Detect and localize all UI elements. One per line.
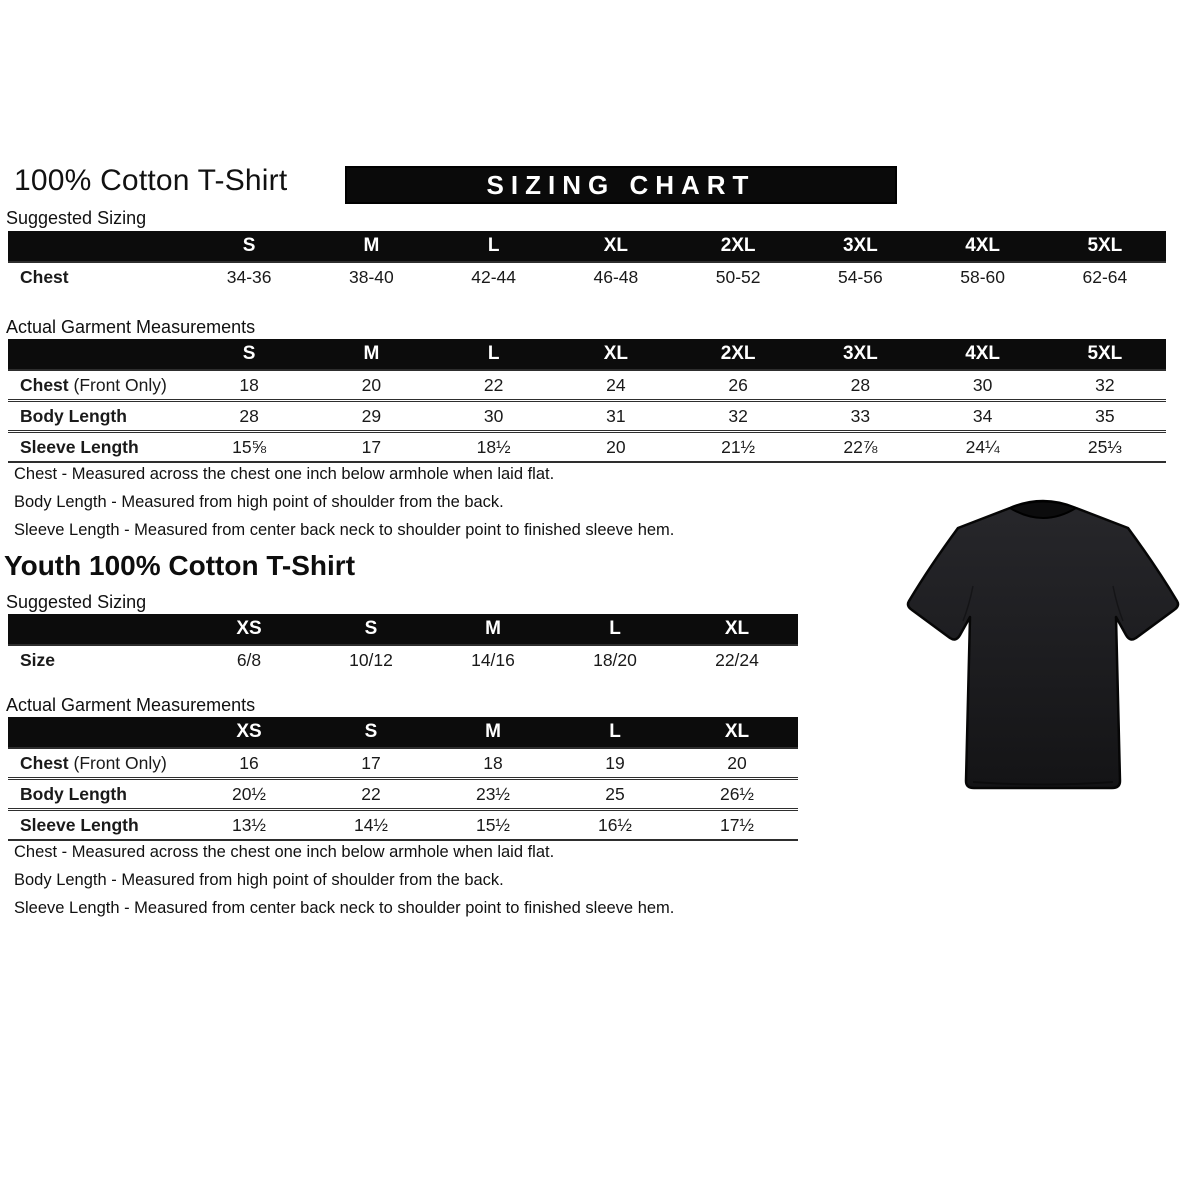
size-column-header: M (432, 614, 554, 645)
row-label: Chest (Front Only) (20, 752, 167, 773)
adult-actual-measurements-label: Actual Garment Measurements (6, 317, 256, 337)
youth-suggested-sizing-label: Suggested Sizing (6, 592, 147, 612)
size-value-cell: 16½ (597, 814, 633, 835)
size-column-header: S (188, 339, 310, 370)
size-column-header: 4XL (922, 339, 1044, 370)
measurement-note: Sleeve Length - Measured from center back neck to shoulder point to finished sleeve hem. (14, 899, 675, 917)
size-column-header: L (433, 231, 555, 262)
size-value-cell: 35 (1095, 405, 1115, 426)
size-value-cell: 38-40 (348, 266, 394, 287)
size-table-corner (8, 717, 188, 748)
adult-section-title: 100% Cotton T-Shirt (14, 164, 288, 197)
size-column-header: XL (555, 231, 677, 262)
size-column-header: M (310, 231, 432, 262)
size-value-cell: 28 (239, 405, 259, 426)
adult-measurement-notes (14, 460, 674, 544)
size-value-cell: 30 (972, 374, 993, 395)
row-label: Body Length (20, 405, 127, 426)
size-value-cell: 50-52 (715, 266, 761, 287)
size-column-header: L (433, 339, 555, 370)
size-value-cell: 20 (361, 374, 382, 395)
size-column-header: 5XL (1044, 339, 1166, 370)
size-column-header: S (188, 231, 310, 262)
youth-actual-header-row (8, 717, 798, 748)
size-table-corner (8, 231, 188, 262)
size-value-cell: 54-56 (837, 266, 883, 287)
size-value-cell: 26½ (719, 783, 755, 804)
size-value-cell: 32 (728, 405, 748, 426)
adult-suggested-sizing-label: Suggested Sizing (6, 208, 147, 228)
size-value-cell: 25 (605, 783, 625, 804)
row-label: Chest (20, 266, 69, 287)
size-value-cell: 16 (239, 752, 259, 773)
size-value-cell: 18 (483, 752, 503, 773)
size-column-header: 2XL (677, 339, 799, 370)
measurement-note: Body Length - Measured from high point of shoulder from the back. (14, 871, 504, 889)
size-value-cell: 29 (361, 405, 382, 426)
row-label: Chest (Front Only) (20, 374, 167, 395)
size-column-header: XS (188, 614, 310, 645)
size-value-cell: 20 (727, 752, 747, 773)
size-column-header: M (310, 339, 432, 370)
adult-actual-header-row (8, 339, 1166, 370)
size-value-cell: 20 (606, 436, 626, 457)
youth-actual-measurements-table (8, 717, 798, 841)
size-value-cell: 33 (850, 405, 871, 426)
youth-suggested-sizing-table (8, 614, 798, 674)
size-column-header: L (554, 717, 676, 748)
size-value-cell: 17 (361, 752, 381, 773)
size-value-cell: 24¼ (965, 436, 1000, 457)
table-row (8, 262, 1166, 291)
table-row (8, 645, 798, 674)
sizing-chart-banner (345, 166, 897, 204)
size-column-header: S (310, 614, 432, 645)
size-value-cell: 17 (361, 436, 382, 457)
adult-suggested-sizing-table (8, 231, 1166, 291)
size-column-header: XS (188, 717, 310, 748)
size-value-cell: 32 (1095, 374, 1115, 395)
size-table-corner (8, 339, 188, 370)
size-column-header: M (432, 717, 554, 748)
table-row (8, 810, 798, 841)
size-value-cell: 15⅝ (232, 436, 267, 457)
table-row (8, 401, 1166, 432)
sizing-chart-banner-text: SIZING CHART (486, 169, 756, 200)
size-value-cell: 17½ (719, 814, 755, 835)
row-label: Body Length (20, 783, 127, 804)
size-value-cell: 42-44 (471, 266, 516, 287)
youth-actual-measurements-label: Actual Garment Measurements (6, 695, 256, 715)
size-value-cell: 22/24 (715, 649, 759, 670)
size-value-cell: 22 (483, 374, 504, 395)
row-label: Sleeve Length (20, 814, 139, 835)
size-value-cell: 22⅞ (843, 436, 878, 457)
size-value-cell: 62-64 (1082, 266, 1128, 287)
adult-actual-measurements-table (8, 339, 1166, 463)
size-value-cell: 19 (605, 752, 625, 773)
measurement-note: Sleeve Length - Measured from center back neck to shoulder point to finished sleeve hem. (14, 521, 675, 539)
size-column-header: XL (555, 339, 677, 370)
size-column-header: S (310, 717, 432, 748)
size-value-cell: 25⅓ (1087, 436, 1122, 457)
measurement-note: Body Length - Measured from high point of shoulder from the back. (14, 493, 504, 511)
size-column-header: XL (676, 614, 798, 645)
table-row (8, 370, 1166, 401)
size-value-cell: 31 (606, 405, 626, 426)
size-column-header: 4XL (922, 231, 1044, 262)
measurement-note: Chest - Measured across the chest one inch below armhole when laid flat. (14, 843, 555, 861)
size-value-cell: 24 (606, 374, 626, 395)
size-value-cell: 20½ (231, 783, 267, 804)
size-value-cell: 34 (972, 405, 993, 426)
youth-section-title: Youth 100% Cotton T-Shirt (4, 550, 356, 581)
size-value-cell: 58-60 (960, 266, 1005, 287)
size-column-header: L (554, 614, 676, 645)
table-row (8, 432, 1166, 463)
size-value-cell: 18 (239, 374, 259, 395)
size-value-cell: 30 (483, 405, 504, 426)
size-column-header: XL (676, 717, 798, 748)
size-value-cell: 34-36 (226, 266, 272, 287)
measurement-note: Chest - Measured across the chest one inch below armhole when laid flat. (14, 465, 555, 483)
size-value-cell: 21½ (721, 436, 756, 457)
size-value-cell: 26 (728, 374, 748, 395)
tshirt-illustration (893, 486, 1193, 816)
row-label: Size (20, 649, 56, 670)
row-label: Sleeve Length (20, 436, 139, 457)
youth-measurement-notes (14, 838, 674, 922)
size-value-cell: 22 (361, 783, 381, 804)
table-row (8, 779, 798, 810)
tshirt-product-photo (893, 486, 1193, 816)
size-column-header: 3XL (799, 339, 921, 370)
size-value-cell: 15½ (475, 814, 511, 835)
size-column-header: 5XL (1044, 231, 1166, 262)
size-value-cell: 18½ (476, 436, 511, 457)
size-value-cell: 6/8 (236, 649, 262, 670)
size-value-cell: 13½ (231, 814, 267, 835)
size-value-cell: 23½ (475, 783, 511, 804)
size-value-cell: 18/20 (593, 649, 637, 670)
size-value-cell: 14/16 (471, 649, 515, 670)
size-column-header: 3XL (799, 231, 921, 262)
size-column-header: 2XL (677, 231, 799, 262)
tshirt-body (908, 501, 1178, 788)
size-value-cell: 28 (850, 374, 871, 395)
youth-suggested-header-row (8, 614, 798, 645)
size-value-cell: 46-48 (593, 266, 639, 287)
size-table-corner (8, 614, 188, 645)
size-value-cell: 14½ (353, 814, 389, 835)
table-row (8, 748, 798, 779)
adult-suggested-header-row (8, 231, 1166, 262)
size-value-cell: 10/12 (349, 649, 393, 670)
